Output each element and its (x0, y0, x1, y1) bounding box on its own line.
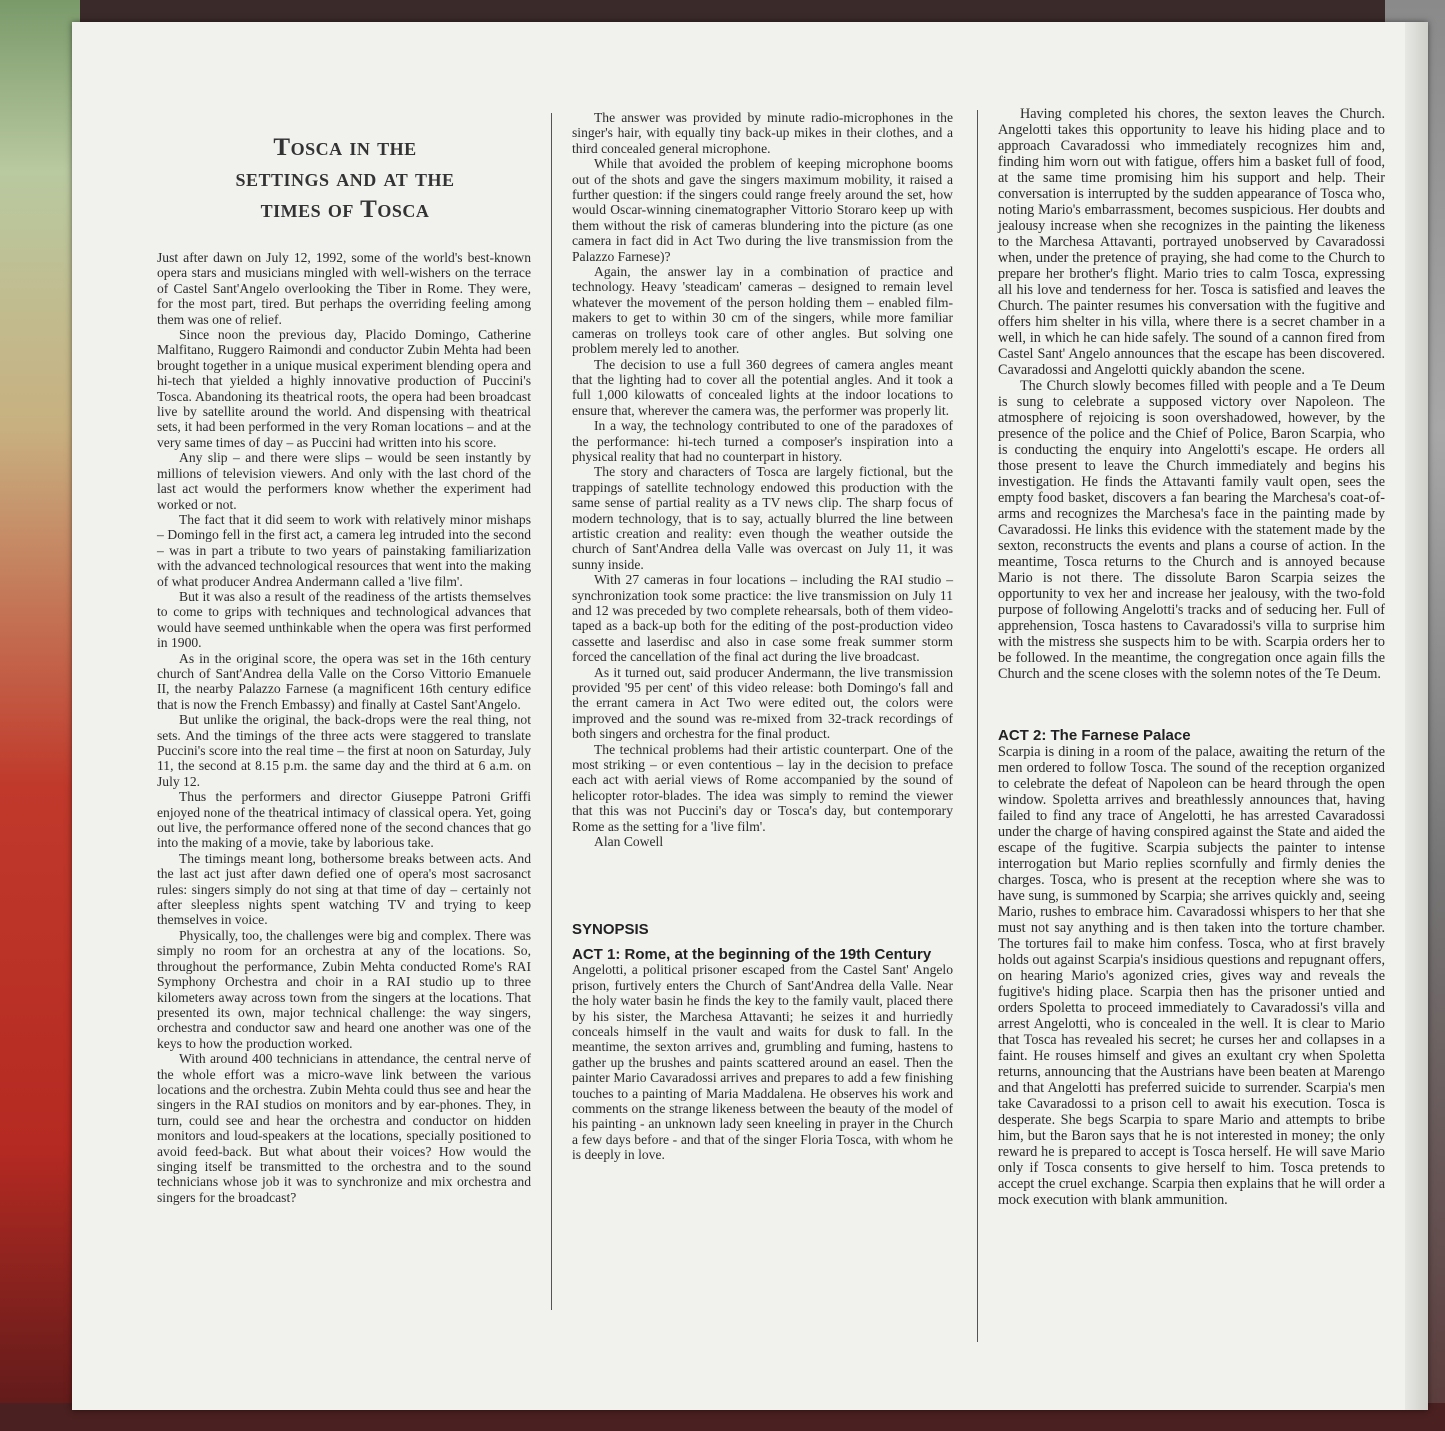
paragraph: As in the original score, the opera was set in the 16th century church of Sant'Andrea della Valle on the Corso Vittorio Emanuele II, the nearby Palazzo Farnese (a magnificent 16th century edifice that is now the French Embassy) and finally at Castel Sant'Angelo. (157, 650, 531, 712)
page-fold (1405, 22, 1428, 1410)
background-left-photo (0, 0, 80, 1431)
paragraph: Again, the answer lay in a combination of practice and technology. Heavy 'steadicam' cameras – designed to remain level whatever the movement of the person holding them – enabled film-makers to get to within 30 cm of the singers, while more familiar cameras on trolleys took care of other angles. But solving one problem merely led to another. (572, 264, 953, 357)
paragraph: The fact that it did seem to work with relatively minor mishaps – Domingo fell in the first act, a camera leg intruded into the second – was in part a tribute to two years of painstaking familiarization with the advanced technological resources that went into the making of what producer Andrea Andermann called a 'live film'. (157, 511, 531, 589)
title-line-1: Tosca in the (273, 134, 417, 161)
article-column-1 (157, 250, 531, 1205)
title-line-2: settings and at the (235, 165, 455, 192)
paragraph: The timings meant long, bothersome breaks between acts. And the last act just after dawn defied one of opera's most sacrosanct rules: singers simply do not sing at that time of day – certainly not after sleepless nights spent watching TV and trying to keep themselves in voice. (157, 850, 531, 928)
paragraph: The Church slowly becomes filled with people and a Te Deum is sung to celebrate a supposed victory over Napoleon. The atmosphere of rejoicing is soon overshadowed, however, by the presence of the police and the Chief of Police, Baron Scarpia, who is conducting the enquiry into Angelotti's escape. He orders all those present to leave the Church immediately and begins his investigation. He finds the Attavanti family vault open, sees the empty food basket, discovers a fan bearing the Marchesa's coat-of-arms and recognizes the Marchesa's face in the painting made by Cavaradossi. He links this evidence with the statement made by the sexton, reconstructs the events and plans a course of action. In the meantime, Tosca returns to the Church and is annoyed because Mario is not there. The dissolute Baron Scarpia seizes the opportunity to vex her and increase her jealousy, with the two-fold purpose of following Angelotti's tracks and of seducing her. Full of apprehension, Tosca hastens to Cavaradossi's villa to surprise him with the mistress she suspects him to be with. Scarpia orders her to be followed. In the meantime, the congregation once again fills the Church and the scene closes with the solemn notes of the Te Deum. (998, 378, 1385, 682)
paragraph: Having completed his chores, the sexton leaves the Church. Angelotti takes this opportunity to leave his hiding place and to approach Cavaradossi who immediately recognizes him and, finding him worn out with fatigue, offers him a basket full of food, at the same time promising him his support and help. Their conversation is interrupted by the sudden appearance of Tosca who, noting Mario's embarrassment, becomes suspicious. Her doubts and jealousy increase when she recognizes in the painting the likeness to the Marchesa Attavanti, portrayed unobserved by Cavaradossi when, under the pretence of praying, she had come to the Church to prepare her brother's flight. Mario tries to calm Tosca, expressing all his love and tenderness for her. Tosca is satisfied and leaves the Church. The painter resumes his conversation with the fugitive and offers him shelter in his villa, where there is a secret chamber in a well, in which he can hide safely. The sound of a cannon fired from Castel Sant' Angelo announces that the escape has been discovered. Cavaradossi and Angelotti quickly abandon the scene. (998, 106, 1385, 378)
synopsis-column (998, 106, 1385, 1208)
synopsis-heading: SYNOPSIS (572, 920, 649, 938)
paragraph: Just after dawn on July 12, 1992, some of the world's best-known opera stars and musicians mingled with well-wishers on the terrace of Castel Sant'Angelo overlooking the Tiber in Rome. They were, for the most part, tired. But perhaps the overriding feeling among them was one of relief. (157, 250, 531, 327)
paragraph: The technical problems had their artistic counterpart. One of the most striking – or even contentious – lay in the decision to preface each act with aerial views of Rome accompanied by the sound of helicopter rotor-blades. The idea was simply to remind the viewer that this was not Puccini's day or Tosca's day, but contemporary Rome as the setting for a 'live film'. (572, 741, 953, 834)
act1-heading: ACT 1: Rome, at the beginning of the 19th Century (572, 945, 932, 963)
column-divider-1 (551, 113, 552, 1310)
paragraph: Any slip – and there were slips – would be seen instantly by millions of television viewers. And only with the last chord of the last act would the performers know whether the experiment had worked or not. (157, 450, 531, 512)
paragraph: The story and characters of Tosca are largely fictional, but the trappings of satellite technology endowed this production with the same sense of partial reality as a TV news clip. The sharp focus of modern technology, that is to say, actually blurred the line between artistic creation and reality: even though the weather outside the church of Sant'Andrea della Valle was overcast on July 11, it was sunny inside. (572, 464, 953, 572)
paragraph: As it turned out, said producer Andermann, the live transmission provided '95 per cent' of this video release: both Domingo's fall and the errant camera in Act Two were edited out, the colors were improved and the sound was re-mixed from 32-track recordings of both singers and orchestra for the final product. (572, 664, 953, 742)
paragraph: The answer was provided by minute radio-microphones in the singer's hair, with equally tiny back-up mikes in their clothes, and a third concealed general microphone. (572, 110, 953, 156)
act1-text: Angelotti, a political prisoner escaped from the Castel Sant' Angelo prison, furtively enters the Church of Sant'Andrea della Valle. Near the holy water basin he finds the key to the family vault, placed there by his sister, the Marchesa Attavanti; he seizes it and hurriedly conceals himself in the vault and waits for dusk to fall. In the meantime, the sexton arrives and, grumbling and fuming, hastens to gather up the brushes and paints scattered around an easel. Then the painter Mario Cavaradossi arrives and prepares to add a few finishing touches to a painting of Maria Maddalena. He observes his work and comments on the strange likeness between the beauty of the model of his painting - an unknown lady seen kneeling in prayer in the Church a few days before - and that of the singer Floria Tosca, with whom he is deeply in love. (572, 962, 953, 1163)
act2-heading: ACT 2: The Farnese Palace (998, 727, 1191, 744)
paragraph: Thus the performers and director Giuseppe Patroni Griffi enjoyed none of the theatrical intimacy of classical opera. Yet, going out live, the performance offered none of the second chances that go into the making of a movie, take by laborious take. (157, 789, 531, 851)
title-line-3: times of Tosca (260, 196, 430, 223)
paragraph: While that avoided the problem of keeping microphone booms out of the shots and gave the singers maximum mobility, it raised a further question: if the singers could range freely around the set, how would Oscar-winning cinematographer Vittorio Storaro keep up with them without the risk of cameras blundering into the picture (as one camera in fact did in Act Two during the live transmission from the Palazzo Farnese)? (572, 156, 953, 264)
author-signature: Alan Cowell (594, 834, 664, 850)
column-divider-2 (977, 110, 978, 1342)
paragraph: But unlike the original, the back-drops were the real thing, not sets. And the timings of the three acts were staggered to translate Puccini's score into the real time – the first at noon on Saturday, July 11, the second at 8.15 p.m. the same day and the third at 6 a.m. on July 12. (157, 712, 531, 789)
paragraph: With 27 cameras in four locations – including the RAI studio – synchronization took some practice: the live transmission on July 11 and 12 was preceded by two complete rehearsals, both of them video-taped as a back-up both for the editing of the post-production video cassette and laserdisc and also in case some freak summer storm forced the cancellation of the final act during the live broadcast. (572, 572, 953, 665)
paragraph: With around 400 technicians in attendance, the central nerve of the whole effort was a micro-wave link between the various locations and the orchestra. Zubin Mehta could thus see and hear the singers in the RAI studios on monitors and by ear-phones. They, in turn, could see and hear the orchestra and conductor on hidden monitors and loud-speakers at the locations, specially positioned to avoid feed-back. But what about their voices? How would the singing itself be transmitted to the orchestra and to the sound technicians whose job it was to synchronize and mix orchestra and singers for the broadcast? (157, 1051, 531, 1205)
paragraph: The decision to use a full 360 degrees of camera angles meant that the lighting had to cover all the potential angles. And it took a full 1,000 kilowatts of concealed lights at the indoor locations to ensure that, wherever the camera was, the performer was properly lit. (572, 356, 953, 418)
article-column-2 (572, 110, 953, 1163)
paragraph: Physically, too, the challenges were big and complex. There was simply no room for an orchestra at any of the locations. So, throughout the performance, Zubin Mehta conducted Rome's RAI Symphony Orchestra and choir in a RAI studio up to three kilometers away across town from the singers at the locations. That presented its own, major technical challenge: the way singers, orchestra and conductor saw and heard one another was one of the keys to how the production worked. (157, 927, 531, 1051)
paragraph: Since noon the previous day, Placido Domingo, Catherine Malfitano, Ruggero Raimondi and conductor Zubin Mehta had been brought together in a unique musical experiment blending opera and hi-tech that yielded a highly innovative production of Puccini's Tosca. Abandoning its theatrical roots, the opera had been broadcast live by satellite around the world. And dispensing with theatrical sets, it had been performed in the very Roman locations – and at the very same times of day – as Puccini had written into his score. (157, 327, 531, 450)
paragraph: In a way, the technology contributed to one of the paradoxes of the performance: hi-tech turned a composer's inspiration into a physical reality that had no counterpart in history. (572, 418, 953, 464)
paragraph: But it was also a result of the readiness of the artists themselves to come to grips with techniques and technological advances that would have seemed unthinkable when the opera was first performed in 1900. (157, 588, 531, 651)
act2-text: Scarpia is dining in a room of the palace, awaiting the return of the men ordered to follow Tosca. The sound of the reception organized to celebrate the defeat of Napoleon can be heard through the open window. Spoletta arrives and breathlessly announces that, having failed to find any trace of Angelotti, he has arrested Cavaradossi under the charge of having conspired against the State and aided the escape of the fugitive. Scarpia subjects the painter to intense interrogation but Mario replies scornfully and firmly denies the charges. Tosca, who is present at the reception where she was to have sung, is summoned by Scarpia; she arrives quickly and, seeing Mario, rushes to embrace him. Cavaradossi whispers to her that she must not say anything and is then taken into the torture chamber. The tortures fail to make him confess. Tosca, who at first bravely holds out against Scarpia's insidious questions and repugnant offers, on hearing Mario's agonized cries, gives way and reveals the fugitive's hiding place. Scarpia then has the prisoner untied and orders Spoletta to proceed immediately to Cavaradossi's villa and arrest Angelotti, who is concealed in the well. It is clear to Mario that Tosca has revealed his secret; he curses her and collapses in a faint. He rouses himself and gives an exultant cry when Spoletta returns, announcing that the Austrians have been beaten at Marengo and that Angelotti has preferred suicide to surrender. Scarpia's men take Cavaradossi to a prison cell to await his execution. Tosca is desperate. She begs Scarpia to spare Mario and attempts to bribe him, but the Baron says that he is not interested in money; the only reward he is prepared to accept is Tosca herself. He will save Mario only if Tosca consents to give herself to him. Tosca pretends to accept the cruel exchange. Scarpia then explains that he will order a mock execution with blank ammunition. (998, 744, 1385, 1208)
page-title (175, 132, 515, 225)
